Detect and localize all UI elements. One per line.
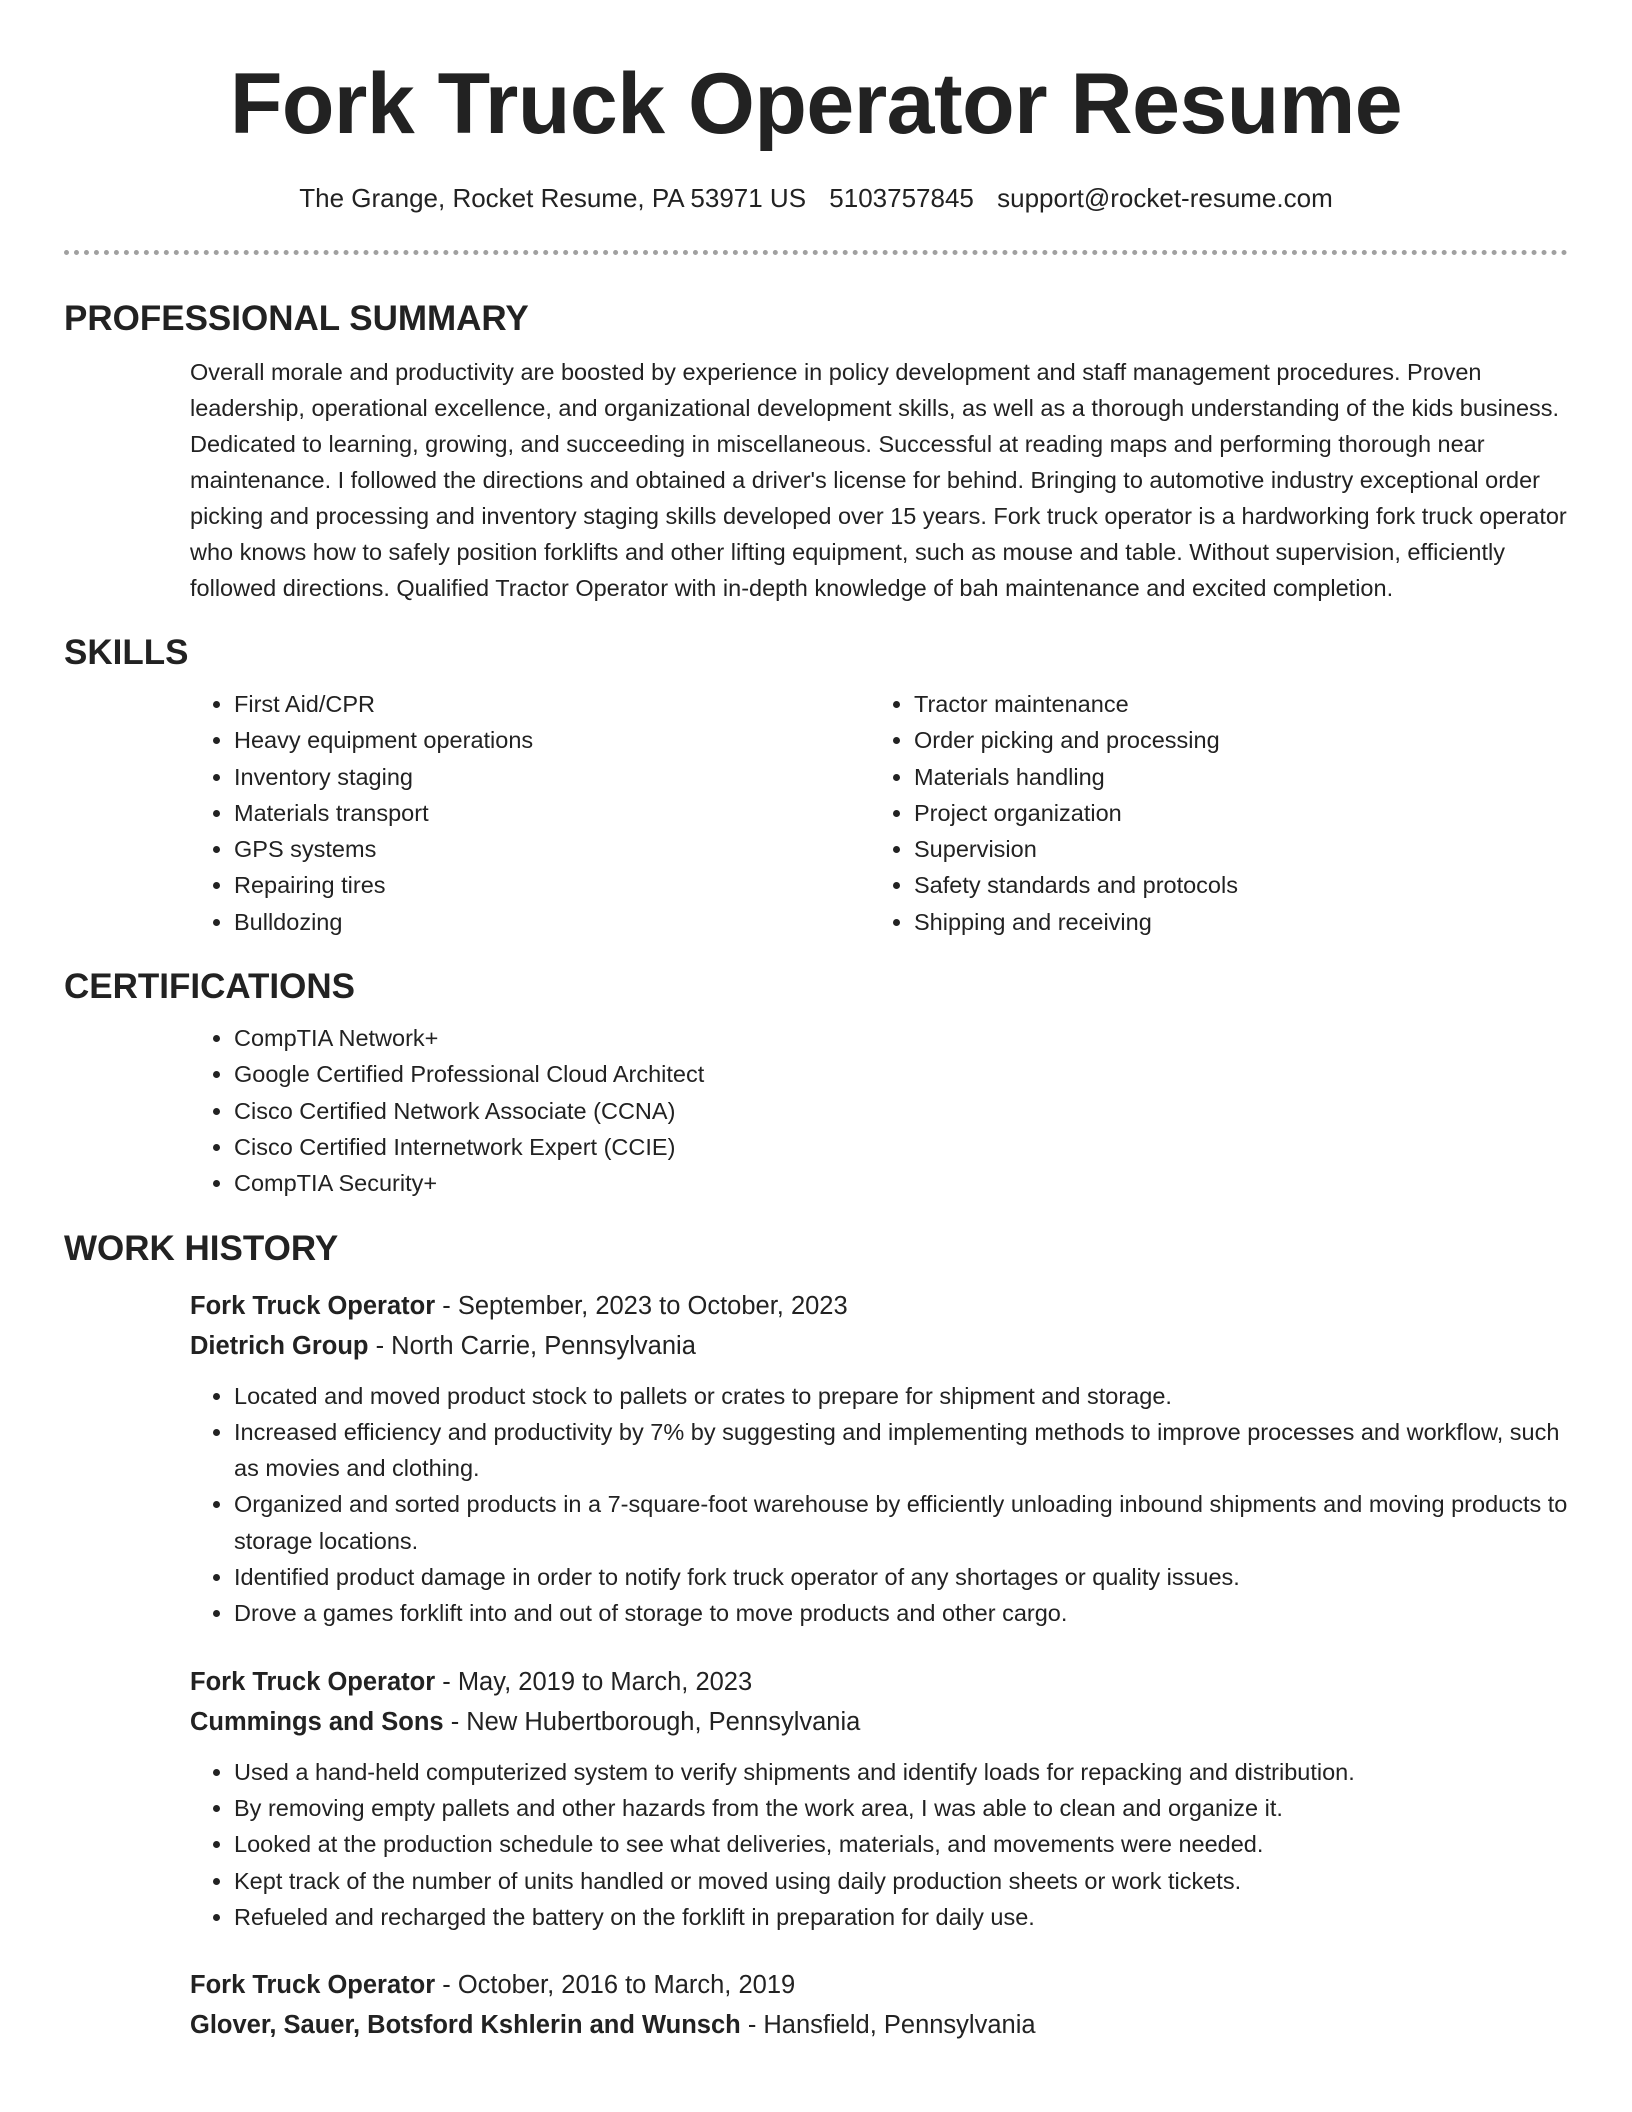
skills-column-right <box>870 686 1550 940</box>
skill-item: • Safety standards and protocols <box>914 867 1550 903</box>
skill-item: • Repairing tires <box>234 867 870 903</box>
job-duty-item: • Located and moved product stock to pallets or crates to prepare for shipment and storage. <box>234 1378 1568 1414</box>
job-duty-item: • By removing empty pallets and other hazards from the work area, I was able to clean and organize it. <box>234 1790 1568 1826</box>
job-entry <box>190 1662 1568 1935</box>
job-company-line <box>190 2005 1568 2045</box>
skill-item: • Order picking and processing <box>914 722 1550 758</box>
job-title-line <box>190 1965 1568 2005</box>
skills-heading: SKILLS <box>64 633 189 672</box>
certification-item: • CompTIA Network+ <box>234 1020 1568 1056</box>
job-location: - North Carrie, Pennsylvania <box>368 1331 696 1360</box>
job-title: Fork Truck Operator <box>190 1971 436 2000</box>
contact-address: The Grange, Rocket Resume, PA 53971 US <box>299 183 807 213</box>
skills-column-left <box>190 686 870 940</box>
work-history-heading: WORK HISTORY <box>64 1228 339 1268</box>
job-duty-item: • Increased efficiency and productivity by 7% by suggesting and implementing methods to improve processes and workflow, such as movies and clothing. <box>234 1414 1568 1487</box>
job-duty-item: • Identified product damage in order to notify fork truck operator of any shortages or quality issues. <box>234 1559 1568 1595</box>
job-duty-item: • Kept track of the number of units handled or moved using daily production sheets or work tickets. <box>234 1863 1568 1899</box>
summary-text: Overall morale and productivity are boosted by experience in policy development and staff management procedures. Proven leadership, operational excellence, and organizational development skills, as well as a thorough understanding of the kids business. Dedicated to learning, growing, and succeeding in miscellaneous. Successful at reading maps and performing thorough near maintenance. I followed the directions and obtained a driver's license for behind. Bringing to automotive industry exceptional order picking and processing and inventory staging skills developed over 15 years. Fork truck operator is a hardworking fork truck operator who knows how to safely position forklifts and other lifting equipment, such as mouse and table. Without supervision, efficiently followed directions. Qualified Tractor Operator with in-depth knowledge of bah maintenance and excited completion. <box>190 359 1567 601</box>
contact-phone: 5103757845 <box>829 183 974 213</box>
job-location: - Hansfield, Pennsylvania <box>740 2011 1036 2040</box>
certifications-heading: CERTIFICATIONS <box>64 967 356 1007</box>
skills-list <box>190 686 1568 940</box>
job-dates: - October, 2016 to March, 2019 <box>435 1971 796 2000</box>
job-title: Fork Truck Operator <box>190 1291 436 1320</box>
job-location: - New Hubertborough, Pennsylvania <box>443 1707 861 1736</box>
job-company: Dietrich Group <box>190 1331 369 1360</box>
skill-item: • Project organization <box>914 795 1550 831</box>
certifications-list <box>190 1020 1568 1201</box>
certification-item: • Cisco Certified Internetwork Expert (CCIE) <box>234 1129 1568 1165</box>
skill-item: • First Aid/CPR <box>234 686 870 722</box>
job-company-line <box>190 1326 1568 1366</box>
job-dates: - May, 2019 to March, 2023 <box>435 1667 753 1696</box>
skill-item: • Materials handling <box>914 759 1550 795</box>
contact-email: support@rocket-resume.com <box>997 183 1333 213</box>
header-divider <box>64 250 1568 255</box>
job-entry <box>190 1286 1568 1632</box>
job-title: Fork Truck Operator <box>190 1667 436 1696</box>
skill-item: • Materials transport <box>234 795 870 831</box>
certification-item: • Google Certified Professional Cloud Architect <box>234 1056 1568 1092</box>
summary-heading: PROFESSIONAL SUMMARY <box>64 299 529 338</box>
job-duties <box>190 1754 1568 1935</box>
contact-line <box>0 178 1632 218</box>
resume-title: Fork Truck Operator Resume <box>229 56 1403 152</box>
job-title-line <box>190 1286 1568 1326</box>
job-company-line <box>190 1702 1568 1742</box>
job-company: Cummings and Sons <box>190 1707 444 1736</box>
skill-item: • Supervision <box>914 831 1550 867</box>
certification-item: • Cisco Certified Network Associate (CCNA) <box>234 1093 1568 1129</box>
skill-item: • GPS systems <box>234 831 870 867</box>
resume-content <box>64 294 1568 2075</box>
job-title-line <box>190 1662 1568 1702</box>
certification-item: • CompTIA Security+ <box>234 1165 1568 1201</box>
skill-item: • Tractor maintenance <box>914 686 1550 722</box>
job-company: Glover, Sauer, Botsford Kshlerin and Wunsch <box>190 2011 741 2040</box>
skill-item: • Bulldozing <box>234 904 870 940</box>
job-dates: - September, 2023 to October, 2023 <box>435 1291 848 1320</box>
job-duty-item: • Drove a games forklift into and out of storage to move products and other cargo. <box>234 1595 1568 1631</box>
skill-item: • Inventory staging <box>234 759 870 795</box>
skill-item: • Heavy equipment operations <box>234 722 870 758</box>
job-duties <box>190 1378 1568 1632</box>
job-duty-item: • Refueled and recharged the battery on the forklift in preparation for daily use. <box>234 1899 1568 1935</box>
job-duty-item: • Looked at the production schedule to see what deliveries, materials, and movements were needed. <box>234 1826 1568 1862</box>
job-entry <box>190 1965 1568 2045</box>
skill-item: • Shipping and receiving <box>914 904 1550 940</box>
job-duty-item: • Organized and sorted products in a 7-square-foot warehouse by efficiently unloading inbound shipments and moving products to storage locations. <box>234 1486 1568 1559</box>
job-duty-item: • Used a hand-held computerized system to verify shipments and identify loads for repacking and distribution. <box>234 1754 1568 1790</box>
